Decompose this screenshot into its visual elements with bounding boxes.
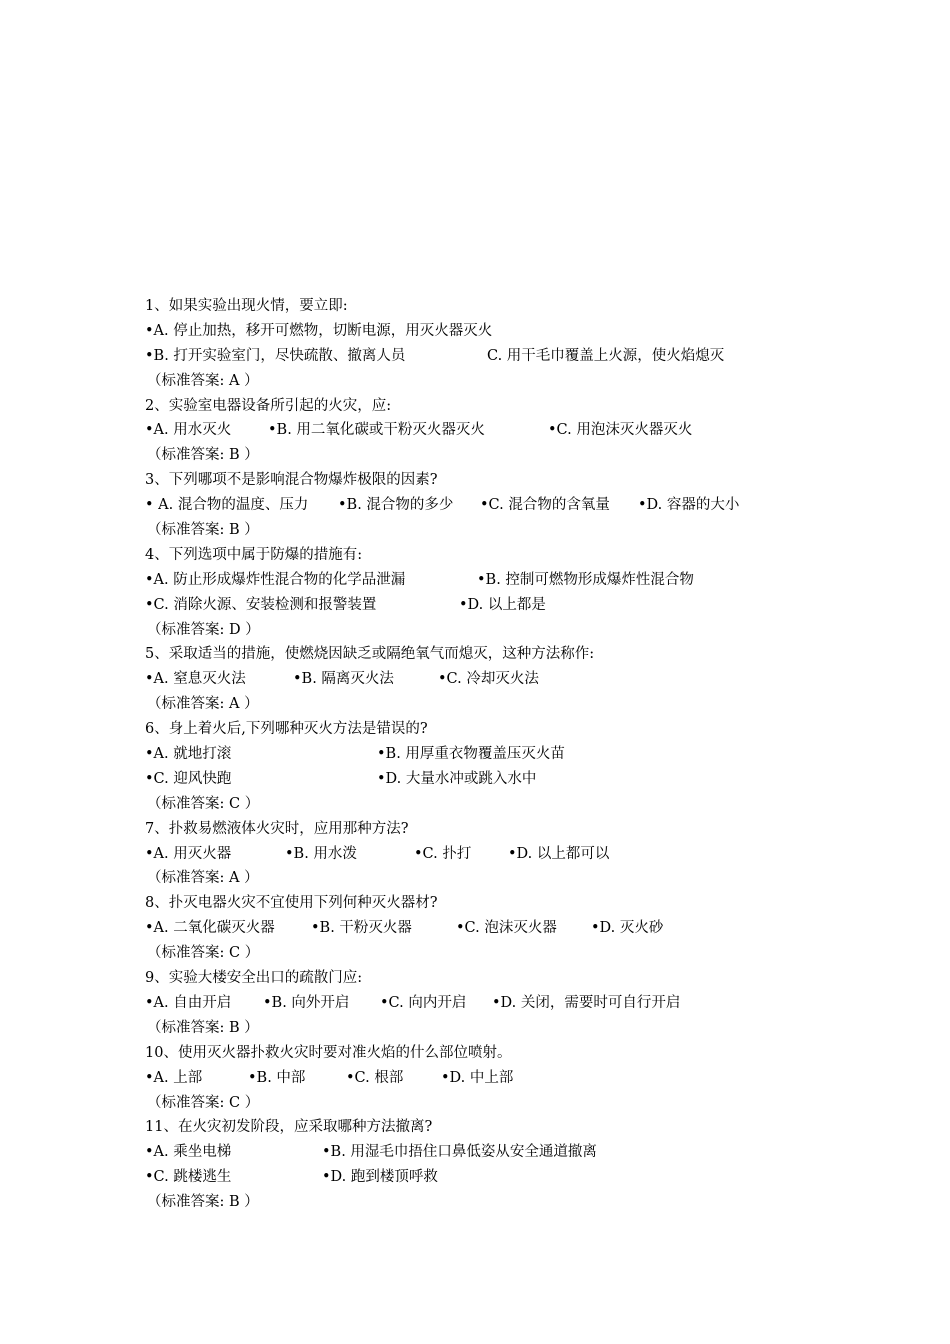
option-line [145,1066,825,1091]
option-line [145,1140,825,1165]
option-d: •D. 中上部 [441,1069,514,1086]
option-a: •A. 自由开启 [145,994,232,1011]
option-a: •A. 乘坐电梯 [145,1144,232,1161]
option-a: •A. 上部 [145,1069,203,1086]
option-line [145,493,825,518]
answer-line: （标准答案: C ） [147,945,260,962]
option-a: • A. 混合物的温度、压力 [145,497,309,514]
option-b: •B. 控制可燃物形成爆炸性混合物 [477,571,694,588]
option-c: •C. 迎风快跑 [145,770,232,787]
question-list [145,294,825,1215]
option-d: •D. 大量水冲或跳入水中 [377,770,537,787]
question-stem: 11、在火灾初发阶段，应采取哪种方法撤离? [145,1119,433,1136]
option-c: •C. 根部 [346,1069,404,1086]
option-d: •D. 以上都可以 [508,845,610,862]
option-line [145,742,825,767]
option-b: •B. 打开实验室门，尽快疏散、撤离人员 [145,347,406,364]
option-a: •A. 用灭火器 [145,845,232,862]
option-d: •D. 容器的大小 [638,497,740,514]
option-line [145,916,825,941]
option-c: •C. 扑打 [414,845,472,862]
answer-line: （标准答案: B ） [147,447,259,464]
option-c: •C. 混合物的含氧量 [480,497,610,514]
option-b: •B. 干粉灭火器 [311,920,412,937]
option-line [145,418,825,443]
question-stem: 5、采取适当的措施，使燃烧因缺乏或隔绝氧气而熄灭，这种方法称作: [145,646,595,663]
answer-line: （标准答案: A ） [147,372,259,389]
option-b: •B. 用水泼 [285,845,357,862]
option-line [145,319,825,344]
option-a: •A. 防止形成爆炸性混合物的化学品泄漏 [145,571,406,588]
option-line [145,842,825,867]
question-stem: 8、扑灭电器火灾不宜使用下列何种灭火器材? [145,895,438,912]
option-line [145,568,825,593]
question-stem: 2、实验室电器设备所引起的火灾，应: [145,397,392,414]
answer-line: （标准答案: B ） [147,522,259,539]
option-a: •A. 就地打滚 [145,746,232,763]
option-a: •A. 二氧化碳灭火器 [145,920,275,937]
option-a: •A. 窒息灭火法 [145,671,246,688]
option-d: •D. 关闭，需要时可自行开启 [492,994,681,1011]
option-c: •C. 向内开启 [380,994,467,1011]
answer-line: （标准答案: B ） [147,1019,259,1036]
option-c: C. 用干毛巾覆盖上火源，使火焰熄灭 [487,347,725,364]
option-c: •C. 用泡沫灭火器灭火 [548,422,693,439]
question-stem: 1、如果实验出现火情，要立即: [145,298,348,314]
question-stem: 4、下列选项中属于防爆的措施有: [145,546,363,563]
option-b: •B. 用湿毛巾捂住口鼻低姿从安全通道撤离 [322,1144,597,1161]
option-a: •A. 停止加热，移开可燃物，切断电源，用灭火器灭火 [145,322,493,339]
option-b: •B. 用厚重衣物覆盖压灭火苗 [377,746,565,763]
answer-line: （标准答案: A ） [147,870,259,887]
option-line [145,593,825,618]
option-c: •C. 消除火源、安装检测和报警装置 [145,596,377,613]
option-b: •B. 向外开启 [263,994,350,1011]
option-a: •A. 用水灭火 [145,422,232,439]
option-b: •B. 用二氧化碳或干粉灭火器灭火 [268,422,485,439]
question-stem: 7、扑救易燃液体火灾时，应用那种方法? [145,820,409,837]
question-stem: 3、下列哪项不是影响混合物爆炸极限的因素? [145,472,438,489]
answer-line: （标准答案: A ） [147,696,259,713]
option-c: •C. 冷却灭火法 [438,671,539,688]
answer-line: （标准答案: C ） [147,1094,260,1111]
option-d: •D. 灭火砂 [591,920,664,937]
option-line [145,767,825,792]
option-line [145,991,825,1016]
option-b: •B. 中部 [248,1069,306,1086]
answer-line: （标准答案: C ） [147,795,260,812]
question-stem: 10、使用灭火器扑救火灾时要对准火焰的什么部位喷射。 [145,1044,512,1061]
option-d: •D. 以上都是 [459,596,546,613]
question-stem: 6、身上着火后,下列哪种灭火方法是错误的? [145,721,428,738]
option-c: •C. 跳楼逃生 [145,1169,232,1186]
answer-line: （标准答案: D ） [147,621,260,638]
answer-line: （标准答案: B ） [147,1194,259,1211]
option-c: •C. 泡沫灭火器 [456,920,557,937]
option-b: •B. 隔离灭火法 [293,671,394,688]
option-line [145,667,825,692]
option-line [145,1165,825,1190]
option-b: •B. 混合物的多少 [338,497,454,514]
option-line [145,344,825,369]
option-d: •D. 跑到楼顶呼救 [322,1169,438,1186]
question-stem: 9、实验大楼安全出口的疏散门应: [145,970,363,987]
